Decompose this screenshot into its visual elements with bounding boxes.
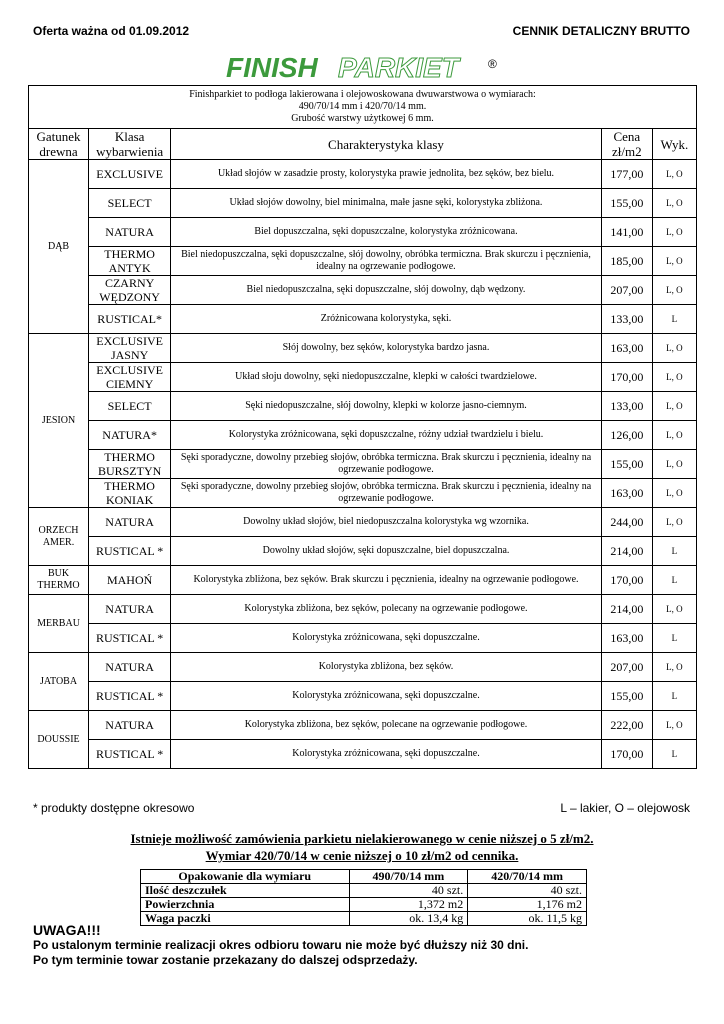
finish-type: L bbox=[652, 566, 696, 595]
column-header-row bbox=[29, 129, 697, 160]
wood-species: DOUSSIE bbox=[29, 711, 89, 769]
price: 155,00 bbox=[601, 450, 652, 479]
price: 163,00 bbox=[601, 479, 652, 508]
class-name: SELECT bbox=[89, 189, 171, 218]
price-row bbox=[29, 160, 697, 189]
class-name: THERMO ANTYK bbox=[89, 247, 171, 276]
finish-type: L, O bbox=[652, 334, 696, 363]
class-name: THERMO KONIAK bbox=[89, 479, 171, 508]
class-name: NATURA bbox=[89, 595, 171, 624]
price-row bbox=[29, 537, 697, 566]
packaging-value: 40 szt. bbox=[349, 884, 468, 898]
packaging-value: ok. 13,4 kg bbox=[349, 912, 468, 926]
logo-finish: FINISH bbox=[226, 52, 318, 83]
class-name: NATURA bbox=[89, 508, 171, 537]
price-row bbox=[29, 450, 697, 479]
finishparkiet-logo bbox=[226, 50, 526, 84]
price: 185,00 bbox=[601, 247, 652, 276]
class-name: EXCLUSIVE JASNY bbox=[89, 334, 171, 363]
class-name: RUSTICAL * bbox=[89, 740, 171, 769]
packaging-label: Powierzchnia bbox=[141, 898, 350, 912]
col-klasa: Klasa wybarwienia bbox=[89, 129, 171, 160]
class-description: Dowolny układ słojów, biel niedopuszczalna kolorystyka wg wzornika. bbox=[171, 508, 602, 537]
warning-line-1: Po ustalonym terminie realizacji okres odbioru towaru nie może być dłuższy niż 30 dni. bbox=[33, 938, 529, 952]
price-row bbox=[29, 334, 697, 363]
finish-type: L bbox=[652, 624, 696, 653]
intro-line-2: 490/70/14 mm i 420/70/14 mm. bbox=[298, 101, 427, 112]
price: 222,00 bbox=[601, 711, 652, 740]
class-description: Kolorystyka zróżnicowana, sęki dopuszczalne. bbox=[171, 740, 602, 769]
intro-row bbox=[29, 86, 697, 129]
class-description: Układ słoju dowolny, sęki niedopuszczalne, klepki w całości twardzielowe. bbox=[171, 363, 602, 392]
class-description: Układ słojów w zasadzie prosty, kolorystyka prawie jednolita, bez sęków, bez bielu. bbox=[171, 160, 602, 189]
class-description: Biel dopuszczalna, sęki dopuszczalne, kolorystyka zróżnicowana. bbox=[171, 218, 602, 247]
price: 170,00 bbox=[601, 740, 652, 769]
class-name: CZARNY WĘDZONY bbox=[89, 276, 171, 305]
wood-species: MERBAU bbox=[29, 595, 89, 653]
packaging-header: Opakowanie dla wymiaru bbox=[141, 870, 350, 884]
footnote-legend: L – lakier, O – olejowosk bbox=[560, 801, 690, 815]
price-row bbox=[29, 740, 697, 769]
intro-line-3: Grubość warstwy użytkowej 6 mm. bbox=[291, 113, 434, 124]
packaging-value: 1,176 m2 bbox=[468, 898, 587, 912]
wood-species: JESION bbox=[29, 334, 89, 508]
notice-line-1: Istnieje możliwość zamówienia parkietu nielakierowanego w cenie niższej o 5 zł/m2. bbox=[130, 831, 594, 846]
finish-type: L bbox=[652, 305, 696, 334]
notice-line-2: Wymiar 420/70/14 w cenie niższej o 10 zł/m2 od cennika. bbox=[205, 848, 519, 863]
finish-type: L, O bbox=[652, 189, 696, 218]
packaging-row bbox=[141, 898, 587, 912]
class-name: MAHOŃ bbox=[89, 566, 171, 595]
price-row bbox=[29, 682, 697, 711]
price: 170,00 bbox=[601, 566, 652, 595]
wood-species: JATOBA bbox=[29, 653, 89, 711]
wood-species: ORZECH AMER. bbox=[29, 508, 89, 566]
price-row bbox=[29, 624, 697, 653]
class-description: Sęki sporadyczne, dowolny przebieg słojów, obróbka termiczna. Brak skurczu i pęcznienia, idealny na ogrzewanie podłogowe. bbox=[171, 479, 602, 508]
finish-type: L, O bbox=[652, 595, 696, 624]
finish-type: L bbox=[652, 682, 696, 711]
price: 170,00 bbox=[601, 363, 652, 392]
class-description: Kolorystyka zbliżona, bez sęków, polecany na ogrzewanie podłogowe. bbox=[171, 595, 602, 624]
price-row bbox=[29, 421, 697, 450]
finish-type: L, O bbox=[652, 450, 696, 479]
price: 155,00 bbox=[601, 682, 652, 711]
price-row bbox=[29, 218, 697, 247]
price-row bbox=[29, 363, 697, 392]
finish-type: L bbox=[652, 537, 696, 566]
class-name: RUSTICAL * bbox=[89, 624, 171, 653]
finish-type: L, O bbox=[652, 392, 696, 421]
price: 163,00 bbox=[601, 624, 652, 653]
class-description: Sęki sporadyczne, dowolny przebieg słojów, obróbka termiczna. Brak skurczu i pęcznienia, idealny na ogrzewanie podłogowe. bbox=[171, 450, 602, 479]
packaging-header-row bbox=[141, 870, 587, 884]
class-name: EXCLUSIVE bbox=[89, 160, 171, 189]
price-row bbox=[29, 595, 697, 624]
class-description: Kolorystyka zróżnicowana, sęki dopuszczalne. bbox=[171, 682, 602, 711]
intro-cell bbox=[29, 86, 697, 129]
finish-type: L, O bbox=[652, 363, 696, 392]
class-description: Dowolny układ słojów, sęki dopuszczalne, biel dopuszczalna. bbox=[171, 537, 602, 566]
price: 133,00 bbox=[601, 305, 652, 334]
price: 214,00 bbox=[601, 595, 652, 624]
price-row bbox=[29, 653, 697, 682]
packaging-label: Ilość deszczułek bbox=[141, 884, 350, 898]
finish-type: L, O bbox=[652, 653, 696, 682]
price-list-title: CENNIK DETALICZNY BRUTTO bbox=[512, 24, 690, 38]
price-row bbox=[29, 566, 697, 595]
price-table bbox=[28, 85, 697, 769]
warning-line-2: Po tym terminie towar zostanie przekazany do dalszej odsprzedaży. bbox=[33, 953, 418, 967]
price: 207,00 bbox=[601, 276, 652, 305]
class-description: Kolorystyka zbliżona, bez sęków. bbox=[171, 653, 602, 682]
class-name: EXCLUSIVE CIEMNY bbox=[89, 363, 171, 392]
price: 177,00 bbox=[601, 160, 652, 189]
price-row bbox=[29, 189, 697, 218]
price-row bbox=[29, 508, 697, 537]
class-name: RUSTICAL* bbox=[89, 305, 171, 334]
packaging-value: ok. 11,5 kg bbox=[468, 912, 587, 926]
finish-type: L, O bbox=[652, 711, 696, 740]
finish-type: L, O bbox=[652, 160, 696, 189]
class-description: Sęki niedopuszczalne, słój dowolny, klepki w kolorze jasno-ciemnym. bbox=[171, 392, 602, 421]
class-description: Kolorystyka zbliżona, bez sęków, polecane na ogrzewanie podłogowe. bbox=[171, 711, 602, 740]
col-gatunek: Gatunek drewna bbox=[29, 129, 89, 160]
packaging-label: Waga paczki bbox=[141, 912, 350, 926]
finish-type: L, O bbox=[652, 508, 696, 537]
class-description: Kolorystyka zróżnicowana, sęki dopuszczalne, różny udział twardzielu i bielu. bbox=[171, 421, 602, 450]
class-description: Biel niedopuszczalna, sęki dopuszczalne, słój dowolny, dąb wędzony. bbox=[171, 276, 602, 305]
class-description: Układ słojów dowolny, biel minimalna, małe jasne sęki, kolorystyka zbliżona. bbox=[171, 189, 602, 218]
class-description: Zróżnicowana kolorystyka, sęki. bbox=[171, 305, 602, 334]
price: 155,00 bbox=[601, 189, 652, 218]
class-description: Słój dowolny, bez sęków, kolorystyka bardzo jasna. bbox=[171, 334, 602, 363]
class-name: NATURA bbox=[89, 711, 171, 740]
class-name: NATURA bbox=[89, 653, 171, 682]
price: 133,00 bbox=[601, 392, 652, 421]
price-row bbox=[29, 711, 697, 740]
class-name: SELECT bbox=[89, 392, 171, 421]
price: 141,00 bbox=[601, 218, 652, 247]
wood-species: DĄB bbox=[29, 160, 89, 334]
class-name: THERMO BURSZTYN bbox=[89, 450, 171, 479]
offer-date: Oferta ważna od 01.09.2012 bbox=[33, 24, 190, 38]
class-description: Biel niedopuszczalna, sęki dopuszczalne, słój dowolny, obróbka termiczna. Brak skurczu i pęcznienia, idealny na ogrzewanie podłogowe. bbox=[171, 247, 602, 276]
price-row bbox=[29, 479, 697, 508]
class-name: RUSTICAL * bbox=[89, 537, 171, 566]
price: 163,00 bbox=[601, 334, 652, 363]
price: 126,00 bbox=[601, 421, 652, 450]
col-cena: Cena zł/m2 bbox=[601, 129, 652, 160]
intro-line-1: Finishparkiet to podłoga lakierowana i olejowoskowana dwuwarstwowa o wymiarach: bbox=[189, 89, 536, 100]
logo-parkiet: PARKIET bbox=[338, 52, 459, 83]
packaging-value: 1,372 m2 bbox=[349, 898, 468, 912]
finish-type: L bbox=[652, 740, 696, 769]
finish-type: L, O bbox=[652, 247, 696, 276]
logo-registered: ® bbox=[488, 57, 497, 71]
packaging-row bbox=[141, 884, 587, 898]
packaging-header: 490/70/14 mm bbox=[349, 870, 468, 884]
class-description: Kolorystyka zróżnicowana, sęki dopuszczalne. bbox=[171, 624, 602, 653]
price-row bbox=[29, 247, 697, 276]
price-row bbox=[29, 392, 697, 421]
footnote-periodic: * produkty dostępne okresowo bbox=[33, 801, 195, 815]
packaging-header: 420/70/14 mm bbox=[468, 870, 587, 884]
col-wyk: Wyk. bbox=[652, 129, 696, 160]
warning-title: UWAGA!!! bbox=[33, 922, 101, 938]
price: 214,00 bbox=[601, 537, 652, 566]
finish-type: L, O bbox=[652, 479, 696, 508]
class-name: NATURA bbox=[89, 218, 171, 247]
price-row bbox=[29, 305, 697, 334]
price-row bbox=[29, 276, 697, 305]
finish-type: L, O bbox=[652, 276, 696, 305]
price: 244,00 bbox=[601, 508, 652, 537]
price: 207,00 bbox=[601, 653, 652, 682]
packaging-row bbox=[141, 912, 587, 926]
finish-type: L, O bbox=[652, 218, 696, 247]
class-description: Kolorystyka zbliżona, bez sęków. Brak skurczu i pęcznienia, idealny na ogrzewanie podłogowe. bbox=[171, 566, 602, 595]
packaging-value: 40 szt. bbox=[468, 884, 587, 898]
class-name: NATURA* bbox=[89, 421, 171, 450]
col-charakterystyka: Charakterystyka klasy bbox=[171, 129, 602, 160]
wood-species: BUK THERMO bbox=[29, 566, 89, 595]
finish-type: L, O bbox=[652, 421, 696, 450]
packaging-table bbox=[140, 869, 587, 926]
class-name: RUSTICAL * bbox=[89, 682, 171, 711]
